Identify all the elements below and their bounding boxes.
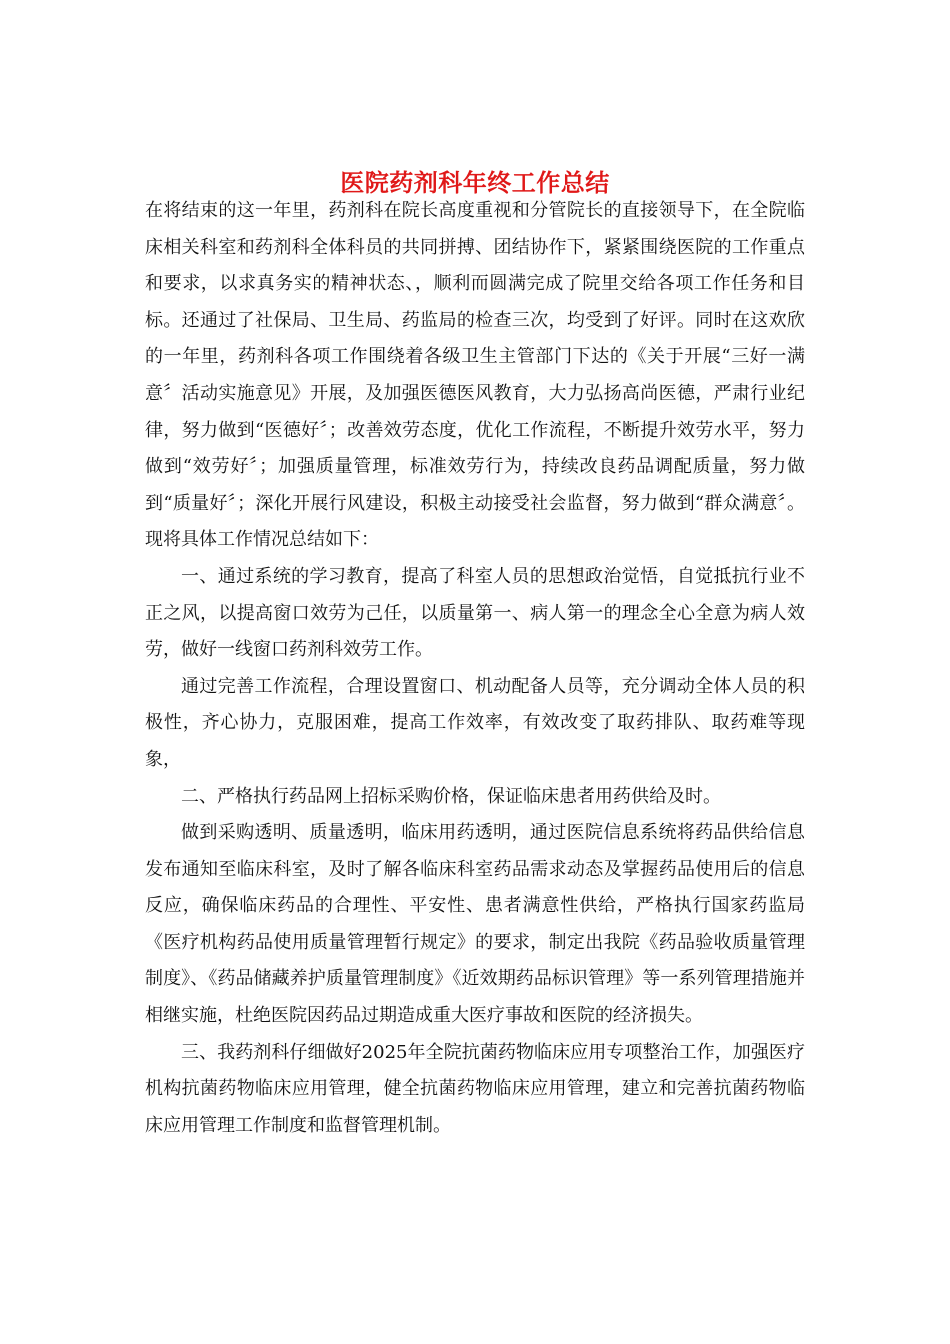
intro-paragraph: 在将结束的这一年里，药剂科在院长高度重视和分管院长的直接领导下，在全院临床相关科室和药剂科全体科员的共同拼搏、团结协作下，紧紧围绕医院的工作重点和要求，以求真务实的精神状态、，顺利而圆满完成了院里交给各项工作任务和目标。还通过了社保局、卫生局、药监局的检查三次，均受到了好评。同时在这欢欣的一年里，药剂科各项工作围绕着各级卫生主管部门下达的《关于开展“三好一满意〞活动实施意见》开展，及加强医德医风教育，大力弘扬高尚医德，严肃行业纪律，努力做到“医德好〞；改善效劳态度，优化工作流程，不断提升效劳水平，努力做到“效劳好〞；加强质量管理，标准效劳行为，持续改良药品调配质量，努力做到“质量好〞；深化开展行风建设，积极主动接受社会监督，努力做到“群众满意〞。现将具体工作情况总结如下： bbox=[145, 200, 805, 551]
section-two-heading-paragraph: 二、严格执行药品网上招标采购价格，保证临床患者用药供给及时。 bbox=[181, 785, 721, 807]
section-two-detail-paragraph: 做到采购透明、质量透明，临床用药透明，通过医院信息系统将药品供给信息发布通知至临床科室，及时了解各临床科室药品需求动态及掌握药品使用后的信息反应，确保临床药品的合理性、平安性、患者满意性供给，严格执行国家药监局《医疗机构药品使用质量管理暂行规定》的要求，制定出我院《药品验收质量管理制度》、《药品储藏养护质量管理制度》《近效期药品标识管理》等一系列管理措施并相继实施，杜绝医院因药品过期造成重大医疗事故和医院的经济损失。 bbox=[145, 822, 805, 1027]
section-one-detail-paragraph: 通过完善工作流程，合理设置窗口、机动配备人员等，充分调动全体人员的积极性，齐心协力，克服困难，提高工作效率，有效改变了取药排队、取药难等现象， bbox=[145, 675, 805, 770]
document-body bbox=[145, 193, 805, 1144]
section-one-heading-paragraph: 一、通过系统的学习教育，提高了科室人员的思想政治觉悟，自觉抵抗行业不正之风，以提高窗口效劳为己任，以质量第一、病人第一的理念全心全意为病人效劳，做好一线窗口药剂科效劳工作。 bbox=[145, 565, 805, 661]
document-title: 医院药剂科年终工作总结 bbox=[340, 169, 610, 198]
section-three-paragraph: 三、我药剂科仔细做好2025年全院抗菌药物临床应用专项整治工作，加强医疗机构抗菌药物临床应用管理，健全抗菌药物临床应用管理，建立和完善抗菌药物临床应用管理工作制度和监督管理机制。 bbox=[145, 1041, 805, 1136]
